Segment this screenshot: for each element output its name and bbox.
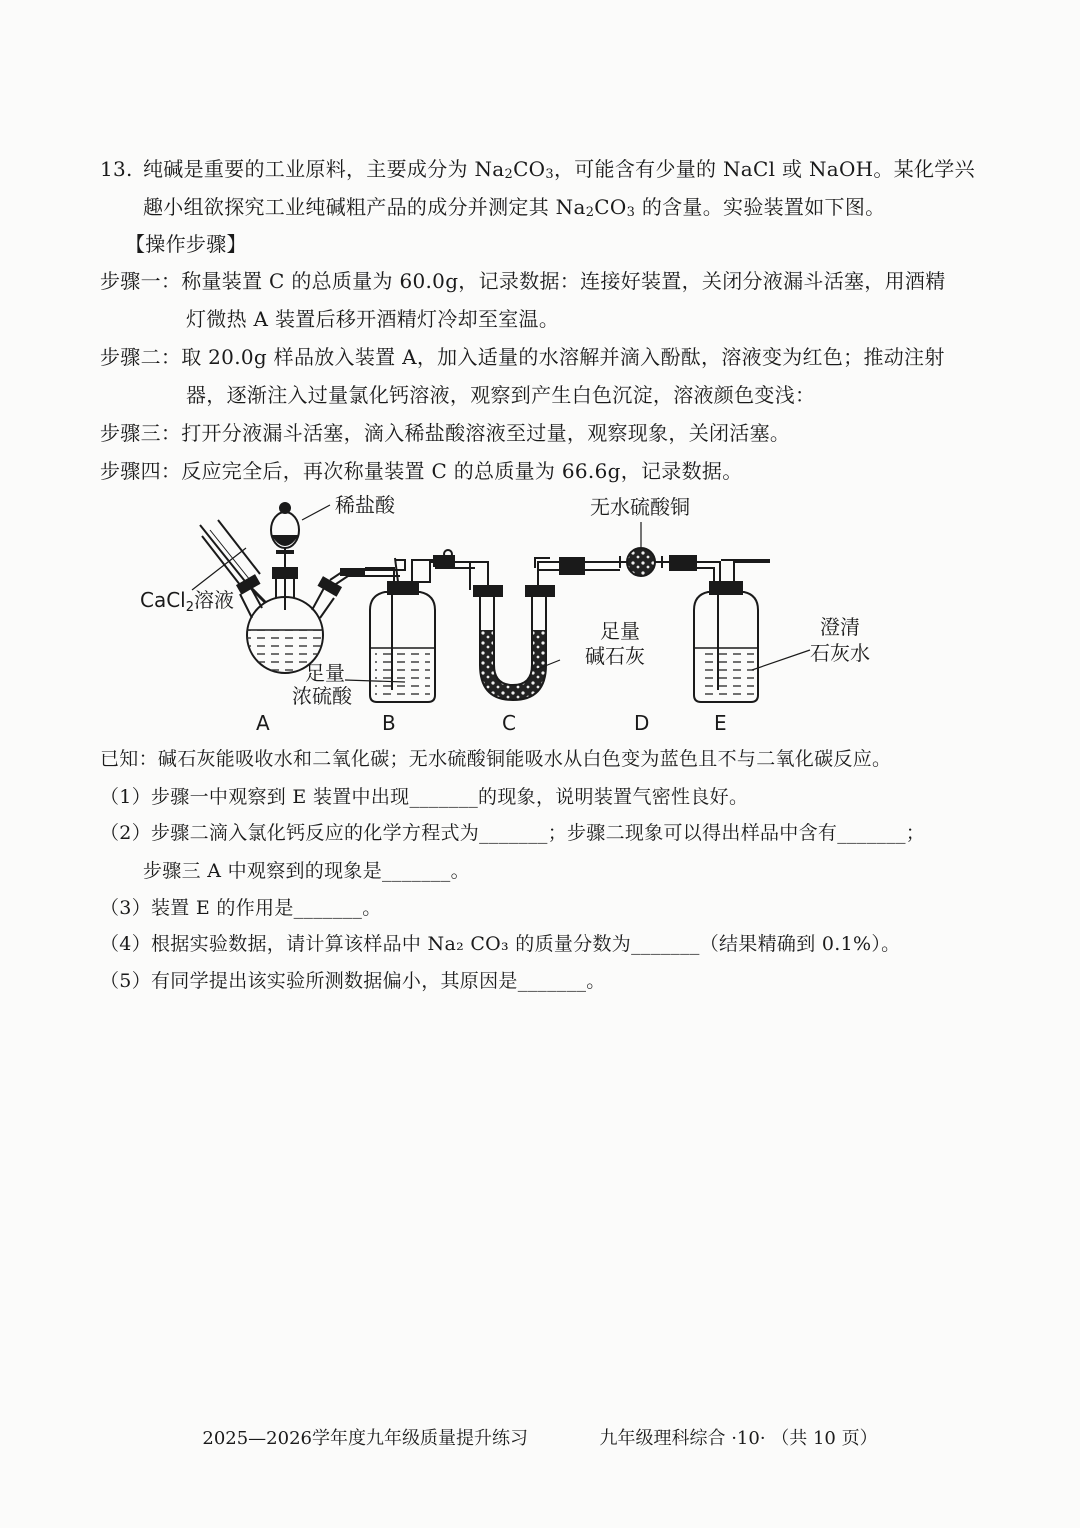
- step-2-line-2: 器，逐渐注入过量氯化钙溶液，观察到产生白色沉淀，溶液颜色变浅：: [186, 383, 816, 407]
- apparatus-label-e: E: [714, 711, 727, 735]
- conc-h2so4-label-2: 浓硫酸: [292, 684, 352, 708]
- limewater-label-1: 澄清: [820, 615, 860, 639]
- sub-question-3: （3）装置 E 的作用是_______。: [100, 897, 382, 919]
- conc-h2so4-label-1: 足量: [305, 661, 345, 685]
- cuso4-label: 无水硫酸铜: [590, 495, 690, 519]
- operation-steps-title: 【操作步骤】: [125, 232, 247, 256]
- step-3: 步骤三：打开分液漏斗活塞，滴入稀盐酸溶液至过量，观察现象，关闭活塞。: [100, 421, 791, 445]
- limewater-label-2: 石灰水: [810, 641, 870, 665]
- cacl2-label: CaCl$_2$溶液: [140, 588, 235, 615]
- bottle-e: [694, 562, 770, 702]
- page-footer: [0, 1424, 1080, 1450]
- apparatus-label-b: B: [382, 711, 396, 735]
- step-1-line-2: 灯微热 A 装置后移开酒精灯冷却至室温。: [186, 307, 560, 331]
- apparatus-diagram: [130, 490, 930, 740]
- sub-question-4: （4）根据实验数据，请计算该样品中 Na₂ CO₃ 的质量分数为_______（结果精确到 0.1%）。: [100, 933, 901, 955]
- soda-lime-label-1: 足量: [600, 619, 640, 643]
- sub-question-2-line-2: 步骤三 A 中观察到的现象是_______。: [143, 860, 470, 882]
- footer-exam-title: 2025—2026学年度九年级质量提升练习: [202, 1428, 528, 1449]
- sub-question-2-line-1: （2）步骤二滴入氯化钙反应的化学方程式为_______；步骤二现象可以得出样品中含有_______；: [100, 822, 926, 844]
- sub-question-5: （5）有同学提出该实验所测数据偏小，其原因是_______。: [100, 970, 606, 992]
- apparatus-label-d: D: [634, 711, 650, 735]
- question-intro-line-1: 纯碱是重要的工业原料，主要成分为 $Na_2CO_3$，可能含有少量的 NaCl 或 NaOH。某化学兴: [143, 157, 975, 182]
- soda-lime-label-2: 碱石灰: [585, 644, 645, 668]
- sub-question-1: （1）步骤一中观察到 E 装置中出现_______的现象，说明装置气密性良好。: [100, 786, 749, 808]
- dilute-hcl-label: 稀盐酸: [335, 493, 395, 517]
- apparatus-label-c: C: [502, 711, 516, 735]
- footer-page-info: 九年级理科综合 ·10· （共 10 页）: [599, 1428, 878, 1449]
- apparatus-label-a: A: [256, 711, 270, 735]
- known-info: 已知：碱石灰能吸收水和二氧化碳；无水硫酸铜能吸水从白色变为蓝色且不与二氧化碳反应。: [100, 748, 892, 770]
- question-intro-line-2: 趣小组欲探究工业纯碱粗产品的成分并测定其 $Na_2CO_3$ 的含量。实验装置如下图。: [143, 195, 886, 220]
- step-1-line-1: 步骤一：称量装置 C 的总质量为 60.0g，记录数据：连接好装置，关闭分液漏斗活塞，用酒精: [100, 269, 946, 293]
- step-2-line-1: 步骤二：取 20.0g 样品放入装置 A，加入适量的水溶解并滴入酚酞，溶液变为红色；推动注射: [100, 345, 945, 369]
- question-number: 13.: [100, 157, 133, 181]
- step-4: 步骤四：反应完全后，再次称量装置 C 的总质量为 66.6g，记录数据。: [100, 459, 743, 483]
